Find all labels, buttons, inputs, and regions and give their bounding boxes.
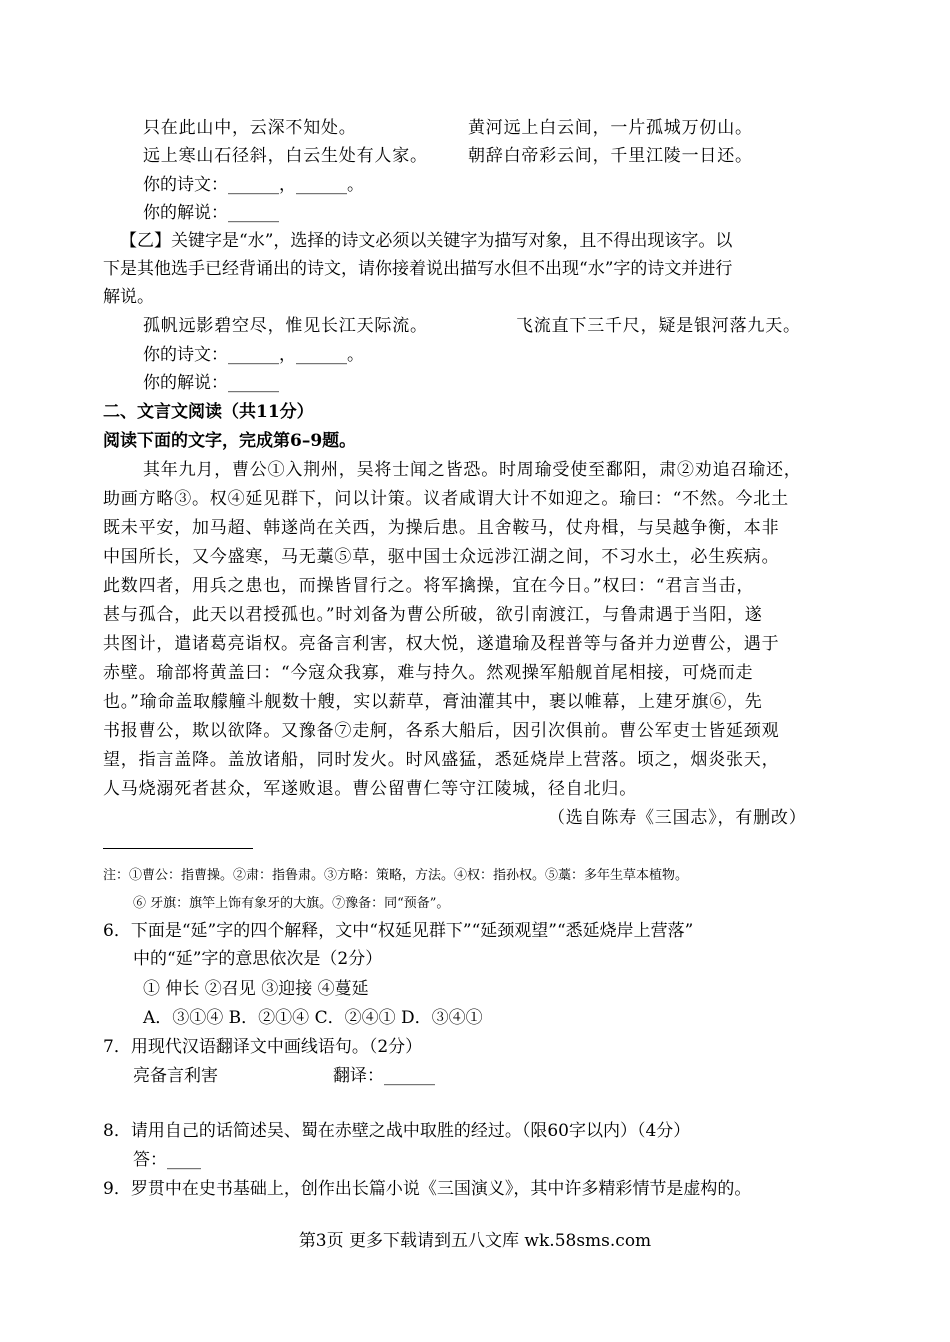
- question-8: 8．请用自己的话简述吴、蜀在赤壁之战中取胜的经过。（限60字以内）（4分）: [103, 1121, 691, 1141]
- answer-explain-blank: 你的解说：______: [143, 373, 279, 393]
- footnote-line: 注：①曹公：指曹操。②肃：指鲁肃。③方略：策略，方法。④权：指孙权。⑤藁：多年生草本植物。: [103, 868, 689, 883]
- section-heading: 二、文言文阅读（共11分）: [103, 402, 314, 422]
- passage-line: 其年九月，曹公①入荆州，吴将士闻之皆恐。时周瑜受使至鄱阳，肃②劝追召瑜还，: [143, 460, 802, 480]
- question-6-options: ① 伸长 ②召见 ③迎接 ④蔓延: [143, 979, 369, 999]
- question-6-choices: A．③①④ B．②①④ C．②④① D．③④①: [143, 1008, 483, 1028]
- page-footer: 第3页 更多下载请到五八文库 wk.58sms.com: [298, 1231, 652, 1251]
- passage-line: 甚与孤合，此天以君授孤也。”时刘备为曹公所破，欲引南渡江，与鲁肃遇于当阳，遂: [103, 605, 763, 625]
- passage-line: 此数四者，用兵之患也，而操皆冒行之。将军擒操，宜在今日。”权曰：“君言当击，: [103, 576, 755, 596]
- question-7-sentence: 亮备言利害: [133, 1066, 218, 1086]
- passage-line: 人马烧溺死者甚众，军遂败退。曹公留曹仁等守江陵城，径自北归。: [103, 779, 637, 799]
- poem-line: 孤帆远影碧空尽，惟见长江天际流。: [143, 316, 428, 336]
- answer-poem-blank: 你的诗文：______，______。: [143, 175, 364, 195]
- passage-line: 共图计，遣诸葛亮诣权。亮备言利害，权大悦，遂遣瑜及程普等与备并力逆曹公，遇于: [103, 634, 780, 654]
- passage-line: 赤壁。瑜部将黄盖曰：“今寇众我寡，难与持久。然观操军船舰首尾相接，可烧而走: [103, 663, 754, 683]
- source-citation: （选自陈寿《三国志》，有删改）: [548, 808, 807, 828]
- paragraph-line: 解说。: [103, 287, 154, 307]
- question-6: 6．下面是“延”字的四个解释，文中“权延见群下”“延颈观望”“悉延烧岸上营落”: [103, 921, 694, 941]
- question-9: 9．罗贯中在史书基础上，创作出长篇小说《三国演义》，其中许多精彩情节是虚构的。: [103, 1179, 752, 1199]
- passage-line: 书报曹公，欺以欲降。又豫备⑦走舸，各系大船后，因引次俱前。曹公军吏士皆延颈观: [103, 721, 780, 741]
- poem-line: 飞流直下三千尺，疑是银河落九天。: [516, 316, 801, 336]
- poem-line: 远上寒山石径斜，白云生处有人家。: [143, 146, 428, 166]
- question-7-answer-blank: 翻译：______: [333, 1066, 435, 1086]
- answer-poem-blank: 你的诗文：______，______。: [143, 345, 364, 365]
- poem-line: 黄河远上白云间，一片孤城万仞山。: [468, 118, 753, 138]
- question-7: 7．用现代汉语翻译文中画线语句。（2分）: [103, 1037, 423, 1057]
- poem-line: 只在此山中，云深不知处。: [143, 118, 357, 138]
- passage-line: 助画方略③。权④延见群下，问以计策。议者咸谓大计不如迎之。瑜曰：“不然。今北土: [103, 489, 789, 509]
- footnote-line: ⑥ 牙旗：旗竿上饰有象牙的大旗。⑦豫备：同“预备”。: [133, 896, 450, 911]
- question-8-answer-blank: 答：____: [133, 1150, 201, 1170]
- passage-line: 望，指言盖降。盖放诸船，同时发火。时风盛猛，悉延烧岸上营落。顷之，烟炎张天，: [103, 750, 780, 770]
- paragraph-line: 【乙】关键字是“水”，选择的诗文必须以关键字为描写对象，且不得出现该字。以: [120, 231, 733, 251]
- paragraph-line: 下是其他选手已经背诵出的诗文，请你接着说出描写水但不出现“水”字的诗文并进行: [103, 259, 733, 279]
- instruction-heading: 阅读下面的文字，完成第6–9题。: [103, 431, 357, 451]
- passage-line: 中国所长，又今盛寒，马无藁⑤草，驱中国士众远涉江湖之间，不习水土，必生疾病。: [103, 547, 780, 567]
- passage-line: 也。”瑜命盖取艨艟斗舰数十艘，实以薪草，膏油灌其中，裹以帷幕，上建牙旗⑥，先: [103, 692, 763, 712]
- footnote-divider: [103, 848, 253, 849]
- question-6-line: 中的“延”字的意思依次是（2分）: [133, 949, 383, 969]
- answer-explain-blank: 你的解说：______: [143, 203, 279, 223]
- poem-line: 朝辞白帝彩云间，千里江陵一日还。: [468, 146, 753, 166]
- passage-line: 既未平安，加马超、韩遂尚在关西，为操后患。且舍鞍马，仗舟楫，与吴越争衡，本非: [103, 518, 780, 538]
